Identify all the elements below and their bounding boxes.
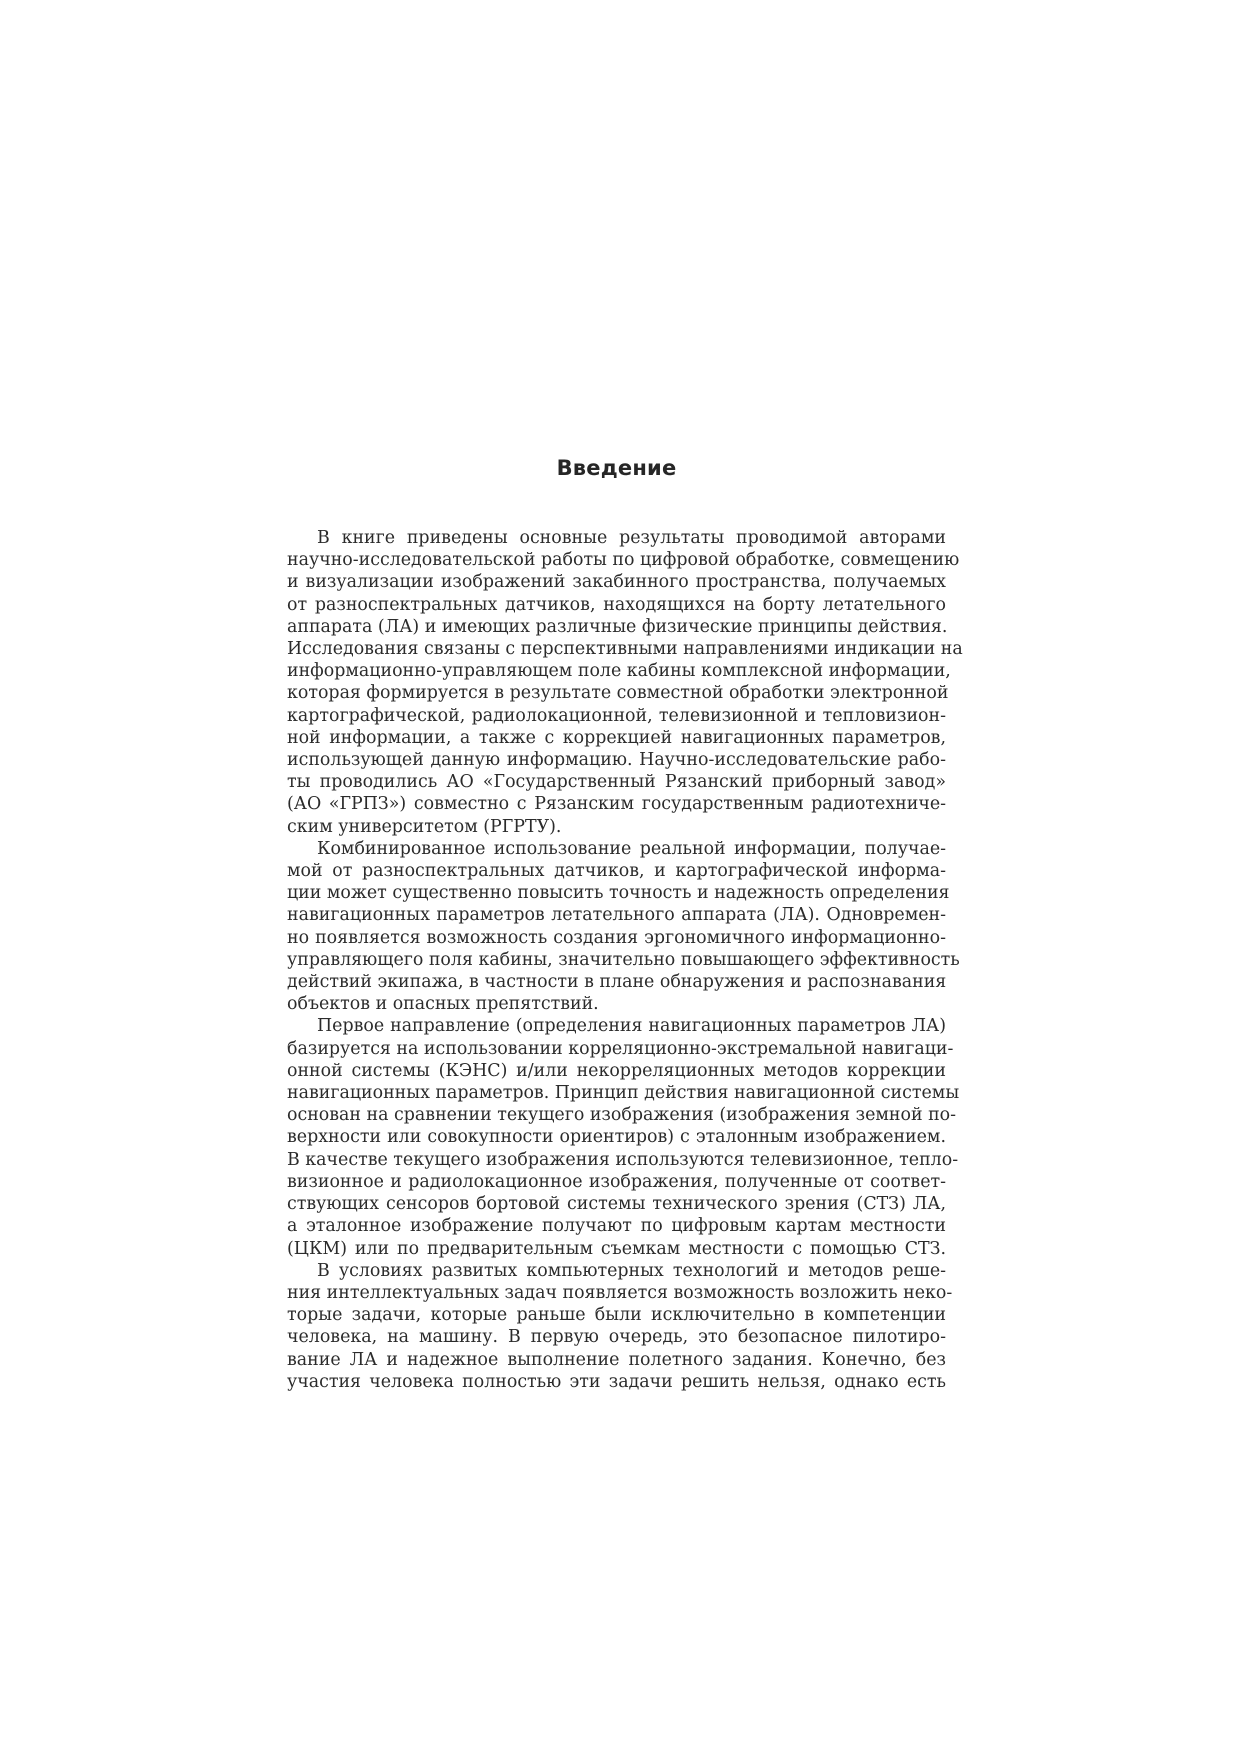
paragraph-2 bbox=[287, 838, 960, 1016]
text-line: (АО «ГРПЗ») совместно с Рязанским государственным радиотехниче- bbox=[287, 794, 946, 815]
text-line: Первое направление (определения навигационных параметров ЛА) bbox=[317, 1016, 946, 1037]
text-line: информационно-управляющем поле кабины комплексной информации, bbox=[287, 661, 951, 682]
text-line: ния интеллектуальных задач появляется возможность возложить неко- bbox=[287, 1282, 953, 1303]
text-line: ствующих сенсоров бортовой системы технического зрения (СТЗ) ЛА, bbox=[287, 1194, 946, 1215]
text-line: объектов и опасных препятствий. bbox=[287, 994, 599, 1015]
body-text bbox=[287, 527, 963, 1393]
paragraph-1 bbox=[287, 527, 963, 838]
text-line: Исследования связаны с перспективными направлениями индикации на bbox=[287, 639, 963, 660]
paragraph-3 bbox=[287, 1015, 960, 1259]
text-line: которая формируется в результате совместной обработки электронной bbox=[287, 683, 949, 704]
text-line: навигационных параметров летательного аппарата (ЛА). Одновремен- bbox=[287, 905, 946, 926]
text-line: ной информации, а также с коррекцией навигационных параметров, bbox=[287, 727, 946, 748]
text-line: верхности или совокупности ориентиров) с эталонным изображением. bbox=[287, 1127, 946, 1148]
text-line: управляющего поля кабины, значительно повышающего эффективность bbox=[287, 949, 960, 970]
text-line: Комбинированное использование реальной информации, получае- bbox=[317, 838, 946, 859]
text-line: использующей данную информацию. Научно-исследовательские рабо- bbox=[287, 750, 946, 771]
text-line: ским университетом (РГРТУ). bbox=[287, 816, 562, 837]
text-line: базируется на использовании корреляционно-экстремальной навигаци- bbox=[287, 1038, 954, 1059]
text-line: визионное и радиолокационное изображения, полученные от соответ- bbox=[287, 1171, 946, 1192]
text-line: онной системы (КЭНС) и/или некорреляционных методов коррекции bbox=[287, 1060, 946, 1081]
text-line: навигационных параметров. Принцип действия навигационной системы bbox=[287, 1083, 960, 1104]
text-line: ции может существенно повысить точность и надежность определения bbox=[287, 883, 950, 904]
paragraph-4 bbox=[287, 1260, 953, 1393]
text-line: торые задачи, которые раньше были исключительно в компетенции bbox=[287, 1305, 946, 1326]
text-line: (ЦКМ) или по предварительным съемкам местности с помощью СТЗ. bbox=[287, 1238, 946, 1259]
text-line: но появляется возможность создания эргономичного информационно- bbox=[287, 927, 946, 948]
text-line: мой от разноспектральных датчиков, и картографической информа- bbox=[287, 861, 946, 882]
text-line: В качестве текущего изображения используются телевизионное, тепло- bbox=[287, 1149, 959, 1170]
text-line: человека, на машину. В первую очередь, это безопасное пилотиро- bbox=[287, 1327, 946, 1348]
text-line: от разноспектральных датчиков, находящихся на борту летательного bbox=[287, 594, 946, 615]
text-line: В книге приведены основные результаты проводимой авторами bbox=[317, 528, 946, 548]
text-line: участия человека полностью эти задачи решить нельзя, однако есть bbox=[287, 1371, 946, 1392]
text-line: научно-исследовательской работы по цифровой обработке, совмещению bbox=[287, 550, 960, 571]
text-line: аппарата (ЛА) и имеющих различные физические принципы действия. bbox=[287, 616, 948, 637]
text-line: вание ЛА и надежное выполнение полетного задания. Конечно, без bbox=[287, 1349, 946, 1370]
text-line: а эталонное изображение получают по цифровым картам местности bbox=[287, 1216, 946, 1237]
text-line: В условиях развитых компьютерных технологий и методов реше- bbox=[317, 1260, 946, 1281]
text-line: картографической, радиолокационной, телевизионной и тепловизион- bbox=[287, 705, 946, 726]
section-heading: Введение bbox=[556, 456, 677, 480]
text-line: и визуализации изображений закабинного пространства, получаемых bbox=[287, 572, 946, 593]
text-line: действий экипажа, в частности в плане обнаружения и распознавания bbox=[287, 972, 947, 993]
text-line: ты проводились АО «Государственный Рязанский приборный завод» bbox=[287, 772, 946, 793]
page-content bbox=[287, 456, 963, 1393]
text-line: основан на сравнении текущего изображения (изображения земной по- bbox=[287, 1105, 957, 1126]
